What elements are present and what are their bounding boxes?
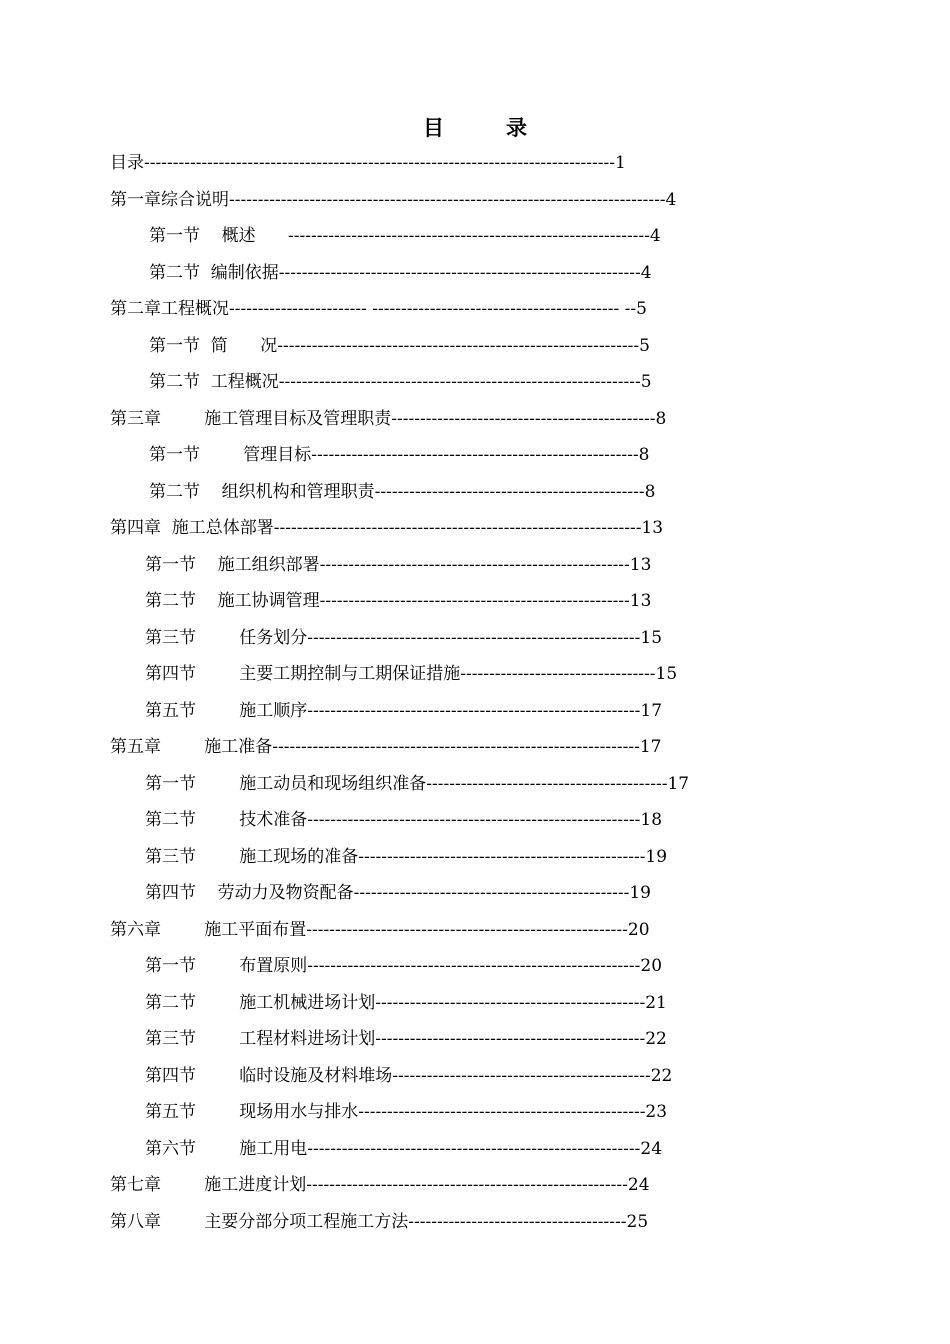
toc-entry[interactable]: 第一节 施工动员和现场组织准备------------------------------------------17	[145, 774, 690, 794]
toc-entry[interactable]: 第二节 施工协调管理------------------------------------------------------13	[145, 591, 652, 611]
title-char-2: 录	[506, 115, 527, 140]
toc-entry[interactable]: 第五节 施工顺序----------------------------------------------------------17	[145, 701, 663, 721]
toc-entry[interactable]: 第二节 编制依据---------------------------------------------------------------4	[149, 263, 652, 283]
toc-entry[interactable]: 第一节 简 况---------------------------------------------------------------5	[149, 336, 650, 356]
toc-entry[interactable]: 第三节 任务划分----------------------------------------------------------15	[145, 628, 663, 648]
toc-entry[interactable]: 第四节 临时设施及材料堆场---------------------------------------------22	[145, 1066, 673, 1086]
toc-entry[interactable]: 第三节 工程材料进场计划-----------------------------------------------22	[145, 1029, 667, 1049]
toc-entry[interactable]: 第四节 主要工期控制与工期保证措施----------------------------------15	[145, 664, 678, 684]
toc-entry[interactable]: 第一节 概述 ---------------------------------------------------------------4	[149, 226, 661, 246]
toc-entry[interactable]: 第二节 组织机构和管理职责-----------------------------------------------8	[149, 482, 656, 502]
toc-entry[interactable]: 第一节 布置原则----------------------------------------------------------20	[145, 956, 663, 976]
page-title	[0, 112, 950, 142]
toc-entry[interactable]: 第七章 施工进度计划--------------------------------------------------------24	[110, 1175, 650, 1195]
toc-entry[interactable]: 第二节 施工机械进场计划-----------------------------------------------21	[145, 993, 667, 1013]
toc-entry[interactable]: 第八章 主要分部分项工程施工方法--------------------------------------25	[110, 1212, 649, 1232]
toc-entry[interactable]: 第四章 施工总体部署----------------------------------------------------------------13	[110, 518, 664, 538]
toc-entry[interactable]: 目录----------------------------------------------------------------------------------1	[110, 153, 626, 173]
toc-entry[interactable]: 第一节 管理目标---------------------------------------------------------8	[149, 445, 650, 465]
toc-entry[interactable]: 第一节 施工组织部署------------------------------------------------------13	[145, 555, 652, 575]
toc-entry[interactable]: 第六章 施工平面布置--------------------------------------------------------20	[110, 920, 650, 940]
toc-entry[interactable]: 第二节 技术准备----------------------------------------------------------18	[145, 810, 663, 830]
toc-entry[interactable]: 第一章综合说明----------------------------------------------------------------------------4	[110, 190, 677, 210]
toc-entry[interactable]: 第二章工程概况------------------------ ------------------------------------------- --5	[110, 299, 647, 319]
toc-entry[interactable]: 第三章 施工管理目标及管理职责----------------------------------------------8	[110, 409, 667, 429]
toc-entry[interactable]: 第二节 工程概况---------------------------------------------------------------5	[149, 372, 652, 392]
toc-entry[interactable]: 第五章 施工准备----------------------------------------------------------------17	[110, 737, 662, 757]
title-char-1: 目	[423, 115, 444, 140]
toc-entry[interactable]: 第四节 劳动力及物资配备------------------------------------------------19	[145, 883, 651, 903]
toc-entry[interactable]: 第五节 现场用水与排水--------------------------------------------------23	[145, 1102, 668, 1122]
toc-entry[interactable]: 第三节 施工现场的准备--------------------------------------------------19	[145, 847, 668, 867]
toc-entry[interactable]: 第六节 施工用电----------------------------------------------------------24	[145, 1139, 663, 1159]
